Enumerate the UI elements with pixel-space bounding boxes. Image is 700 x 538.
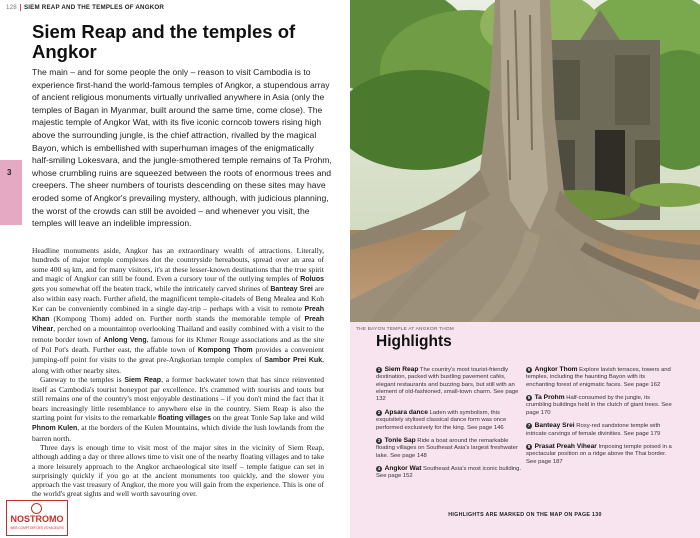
intro-paragraph: The main – and for some people the only – reason to visit Cambodia is to experience first-hand the world-famous temples of Angkor, a stupendous array of ancient religious monuments virtually unrivalled anywhere in Asia (only the temples of Bagan in Myanmar, built around the same time, come close). The majestic temple of Angkor Wat, with its five iconic corncob towers rising high above the surrounding jungle, is the chief attraction, rivalled by the magical Bayon, which is embellished with superhuman images of the enigmatically half-smiling Lokesvara, and the jungle-smothered temple remains of Ta Prohm, whose crumbling ruins are squeezed between the roots of enormous trees and creepers. The sheer numbers of tourists descending on these sites may have eroded some of Angkor's prevailing mystery, although, with judicious planning, the worst of the crowds can still be avoided – and whenever you visit, the temples will leave an indelible impression. <box>32 67 332 229</box>
highlight-text: Laden with symbolism, this exquisitely stylised classical dance form was once performed exclusively for the king. See page 146 <box>376 409 507 431</box>
header-divider <box>20 4 21 11</box>
logo-tagline: WEB COMPTOIR DES VOYAGEURS <box>10 526 64 530</box>
highlight-item <box>526 422 674 438</box>
highlight-item <box>376 409 524 432</box>
logo-name: NOSTROMO <box>10 514 64 524</box>
page-number: 128 <box>6 4 17 12</box>
highlight-number-badge: 3 <box>377 437 381 443</box>
highlight-name: Tonle Sap <box>384 436 416 444</box>
text-run: gets you somewhat off the beaten track, while the intricately carved shrines of <box>32 284 271 294</box>
text-run: provides a convenient jumping-off point for visits to the great pre-Angkorian temple complex of <box>32 344 324 365</box>
place-name: Phnom Kulen <box>32 425 78 433</box>
place-name: Kompong Thom <box>197 346 253 354</box>
highlight-number-badge: 4 <box>377 466 381 472</box>
highlight-item <box>526 394 674 417</box>
text-run: Gateway to the temples is <box>40 374 125 384</box>
photo-caption: THE BAYON TEMPLE AT ANGKOR THOM <box>356 327 454 332</box>
highlight-number-badge: 2 <box>377 409 381 415</box>
text-run: , a former backwater town that has since reinvented itself as Cambodia's tourist honeypot par excellence. It's crammed with tourists and touts but still remains one of the country's most enjoyable destinations – if you don't mind the fact that it bears increasingly little resemblance to anywhere else in the country. Siem Reap is also the starting point for visits to the remarkable <box>32 374 324 423</box>
temple-tree-roots-image <box>350 0 700 322</box>
text-run: , famous for its Khmer Rouge associations and as the site of Pol Pot's death. Further east, the affable town of <box>32 334 325 354</box>
text-run: on the great Tonle Sap lake and wild <box>210 413 325 423</box>
chapter-tab <box>0 160 22 225</box>
highlight-item <box>526 443 674 466</box>
highlight-number-badge: 6 <box>527 395 531 401</box>
highlight-text: Imposing temple poised in a spectacular position on a ridge above the Thai border. See page 187 <box>526 444 672 465</box>
place-name: Sambor Prei Kuk <box>264 357 323 365</box>
highlight-name: Ta Prohm <box>534 394 565 402</box>
highlight-item <box>376 437 524 460</box>
section-title: SIEM REAP AND THE TEMPLES OF ANGKOR <box>23 4 165 12</box>
highlight-item <box>376 366 524 404</box>
highlight-number-badge: 8 <box>527 444 531 450</box>
highlight-name: Angkor Thom <box>534 366 578 373</box>
text-run: , along with other nearby sites. <box>32 355 324 375</box>
body-paragraph-3: Three days is enough time to visit most of the major sites in the vicinity of Siem Reap, although adding a day or three allows time to visit one of the nearby floating villages and to take a more leisurely approach to the Angkor archaeological site itself – temple fatigue can set in surprisingly quickly if you go at the ancient monuments too quickly, and the slower you approach the vast treasury of Angkor, the more you will gain from the experience. This is one of the world's great sights and well worth savouring over. <box>32 442 324 499</box>
highlight-name: Apsara dance <box>384 408 428 416</box>
highlight-text: Rosy-red sandstone temple with intricate carvings of female divinities. See page 179 <box>526 423 661 437</box>
highlight-name: Banteay Srei <box>534 422 575 430</box>
watermark-logo <box>6 500 68 536</box>
right-page <box>350 0 700 538</box>
chapter-number: 3 <box>7 168 12 177</box>
globe-icon <box>31 503 42 514</box>
highlight-text: Southeast Asia's most iconic building. See page 152 <box>376 466 522 480</box>
highlight-number-badge: 5 <box>527 367 531 372</box>
page-title: Siem Reap and the temples of Angkor <box>32 21 296 62</box>
place-name: Banteay Srei <box>270 286 313 294</box>
highlight-name: Angkor Wat <box>384 465 422 473</box>
text-run: (Kompong Thom) added on. Further north stands the memorable temple of <box>49 314 305 324</box>
highlight-text: Ride a boat around the remarkable floating villages on Southeast Asia's largest freshwater lake. See page 148 <box>376 437 518 459</box>
highlights-title: Highlights <box>376 333 452 350</box>
place-name: Preah Khan <box>32 305 324 324</box>
place-name: Preah Vihear <box>32 316 324 334</box>
running-header <box>6 4 164 11</box>
highlight-number-badge: 1 <box>377 367 381 372</box>
highlights-column-1 <box>376 366 524 486</box>
body-text <box>32 246 324 499</box>
map-reference-note: HIGHLIGHTS ARE MARKED ON THE MAP ON PAGE 130 <box>448 512 602 518</box>
place-name: Siem Reap <box>124 376 162 384</box>
text-run: are also within easy reach. Further afield, the magnificent temple-citadels of Beng Mealea and Koh Ker can be conveniently combined in a single day-trip – perhaps with a visit to remote <box>32 284 324 313</box>
highlight-text: The country's most tourist-friendly destination, packed with bustling pavement cafés, elegant restaurants and buzzing bars, but still with an element of old-fashioned, small-town charm. See page 132 <box>376 367 519 403</box>
highlight-number-badge: 7 <box>527 423 531 429</box>
highlight-text: Half-consumed by the jungle, its crumbling buildings held in the clutch of giant trees. See page 170 <box>526 395 672 416</box>
highlights-column-2 <box>526 366 674 471</box>
text-run: Headline monuments aside, Angkor has an extraordinary wealth of attractions. Literally, hundreds of major temple complexes dot the countryside hereabouts, spread over an area of some 400 sq km, and for many visitors, it's at these lesser-known destinations that the true spirit and magic of Angkor can still be found. Even a cursory tour of the outlying temples of <box>32 246 324 283</box>
highlight-name: Siem Reap <box>384 366 419 373</box>
highlight-item <box>376 465 524 481</box>
body-paragraph-1 <box>32 246 324 375</box>
text-run: , perched on a mountaintop overlooking Thailand and easily combined with a visit to the remote border town of <box>32 324 324 344</box>
temple-photo <box>350 0 700 322</box>
place-name: Anlong Veng <box>103 336 147 344</box>
highlight-item <box>526 366 674 389</box>
place-name: Roluos <box>300 275 324 283</box>
text-run: , at the borders of the Kulen Mountains, which divide the lush lowlands from the barren north. <box>32 423 324 443</box>
body-paragraph-2 <box>32 375 324 443</box>
place-name: floating villages <box>157 415 211 423</box>
highlight-name: Prasat Preah Vihear <box>534 443 597 451</box>
highlight-text: Explore lavish terraces, towers and temples, including the haunting Bayon with its enchanting forest of enigmatic faces. See page 162 <box>526 367 671 388</box>
